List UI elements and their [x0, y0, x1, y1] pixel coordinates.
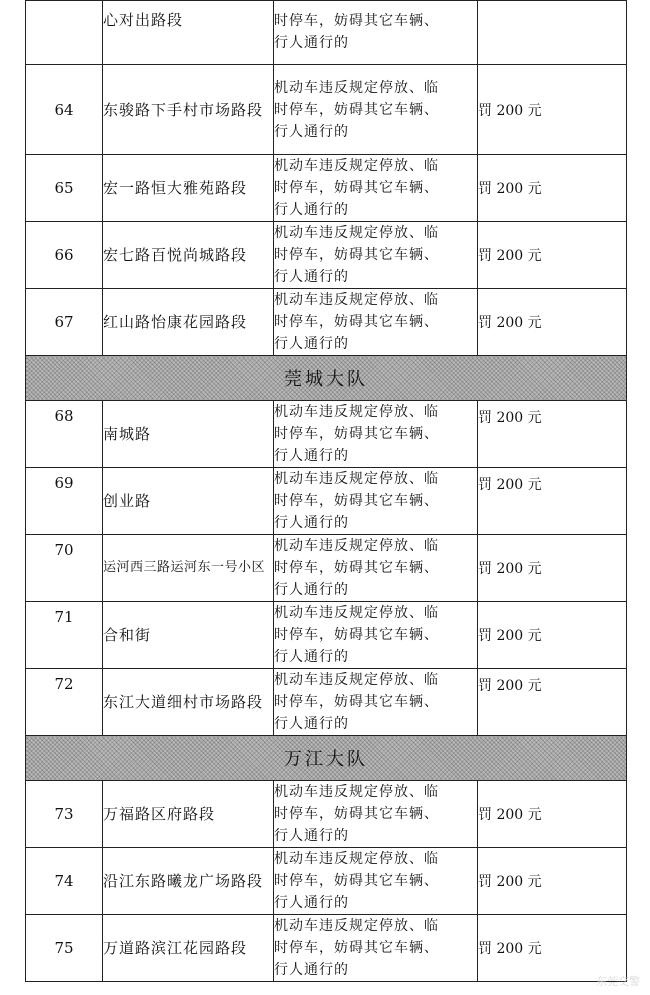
row-number: 75 [26, 915, 103, 982]
location-cell: 万福路区府路段 [103, 781, 274, 848]
violation-line: 时停车，妨碍其它车辆、 [274, 180, 439, 196]
fine-cell: 罚 200 元 [478, 222, 627, 289]
violation-line: 行人通行的 [274, 123, 349, 140]
table-row [26, 535, 627, 602]
violation-line: 行人通行的 [274, 515, 349, 531]
violation-line: 机动车违反规定停放、临 [274, 79, 439, 96]
violation-line: 时停车，妨碍其它车辆、 [274, 627, 439, 643]
fine-cell: 罚 200 元 [478, 781, 627, 848]
parking-violation-table [25, 0, 627, 982]
violation-cell [274, 669, 478, 736]
location-cell: 运河西三路运河东一号小区 [103, 535, 274, 602]
violation-line: 机动车违反规定停放、临 [274, 404, 439, 420]
fine-cell [478, 1, 627, 65]
row-number: 67 [26, 289, 103, 356]
violation-line: 行人通行的 [274, 336, 349, 352]
violation-cell [274, 222, 478, 289]
table-row [26, 1, 627, 65]
fine-cell: 罚 200 元 [478, 848, 627, 915]
violation-line: 机动车违反规定停放、临 [274, 471, 439, 487]
table-row [26, 468, 627, 535]
location-cell: 红山路怡康花园路段 [103, 289, 274, 356]
violation-cell [274, 781, 478, 848]
fine-cell: 罚 200 元 [478, 915, 627, 982]
row-number: 68 [26, 401, 103, 468]
violation-cell [274, 401, 478, 468]
violation-line: 机动车违反规定停放、临 [274, 292, 439, 308]
violation-line: 机动车违反规定停放、临 [274, 784, 439, 800]
violation-cell [274, 289, 478, 356]
fine-cell: 罚 200 元 [478, 602, 627, 669]
violation-line: 机动车违反规定停放、临 [274, 918, 439, 934]
section-title: 莞城大队 [26, 356, 627, 401]
violation-line: 时停车，妨碍其它车辆、 [274, 247, 439, 263]
violation-line: 时停车，妨碍其它车辆、 [274, 493, 439, 509]
violation-line: 时停车，妨碍其它车辆、 [274, 13, 439, 29]
fine-cell: 罚 200 元 [478, 535, 627, 602]
row-number: 66 [26, 222, 103, 289]
table-row [26, 602, 627, 669]
location-cell: 心对出路段 [103, 1, 274, 65]
violation-line: 时停车，妨碍其它车辆、 [274, 560, 439, 576]
violation-line: 行人通行的 [274, 828, 349, 844]
row-number: 72 [26, 669, 103, 736]
violation-line: 行人通行的 [274, 35, 349, 51]
violation-line: 时停车，妨碍其它车辆、 [274, 426, 439, 442]
location-cell: 合和街 [103, 602, 274, 669]
location-cell: 创业路 [103, 468, 274, 535]
location-cell: 南城路 [103, 401, 274, 468]
table-row [26, 848, 627, 915]
violation-line: 机动车违反规定停放、临 [274, 851, 439, 867]
location-cell: 万道路滨江花园路段 [103, 915, 274, 982]
fine-cell: 罚 200 元 [478, 401, 627, 468]
violation-cell [274, 602, 478, 669]
table-row [26, 222, 627, 289]
section-title: 万江大队 [26, 736, 627, 781]
row-number: 74 [26, 848, 103, 915]
table-row [26, 155, 627, 222]
violation-cell [274, 65, 478, 155]
violation-line: 行人通行的 [274, 202, 349, 218]
row-number: 70 [26, 535, 103, 602]
fine-cell: 罚 200 元 [478, 669, 627, 736]
fine-cell: 罚 200 元 [478, 65, 627, 155]
section-row [26, 356, 627, 401]
table-row [26, 669, 627, 736]
violation-line: 时停车，妨碍其它车辆、 [274, 873, 439, 889]
violation-cell [274, 155, 478, 222]
row-number: 69 [26, 468, 103, 535]
watermark: 东莞交警 [596, 975, 640, 988]
violation-line: 机动车违反规定停放、临 [274, 158, 439, 174]
violation-line: 机动车违反规定停放、临 [274, 605, 439, 621]
violation-line: 时停车，妨碍其它车辆、 [274, 314, 439, 330]
violation-line: 行人通行的 [274, 962, 349, 978]
table-row [26, 65, 627, 155]
location-cell: 宏七路百悦尚城路段 [103, 222, 274, 289]
violation-line: 行人通行的 [274, 895, 349, 911]
location-cell: 宏一路恒大雅苑路段 [103, 155, 274, 222]
row-number: 73 [26, 781, 103, 848]
table-row [26, 915, 627, 982]
violation-line: 时停车，妨碍其它车辆、 [274, 806, 439, 822]
row-number: 65 [26, 155, 103, 222]
row-number: 64 [26, 65, 103, 155]
table-row [26, 781, 627, 848]
row-number-cell [26, 1, 103, 65]
table-row [26, 401, 627, 468]
fine-cell: 罚 200 元 [478, 289, 627, 356]
violation-line: 机动车违反规定停放、临 [274, 225, 439, 241]
violation-line: 行人通行的 [274, 269, 349, 285]
violation-cell [274, 535, 478, 602]
violation-cell [274, 1, 478, 65]
violation-cell [274, 468, 478, 535]
row-number: 71 [26, 602, 103, 669]
violation-line: 机动车违反规定停放、临 [274, 538, 439, 554]
violation-line: 行人通行的 [274, 649, 349, 665]
location-cell: 东江大道细村市场路段 [103, 669, 274, 736]
violation-line: 机动车违反规定停放、临 [274, 672, 439, 688]
section-row [26, 736, 627, 781]
fine-cell: 罚 200 元 [478, 468, 627, 535]
table-row [26, 289, 627, 356]
violation-line: 时停车，妨碍其它车辆、 [274, 694, 439, 710]
violation-line: 行人通行的 [274, 582, 349, 598]
violation-line: 行人通行的 [274, 716, 349, 732]
location-cell: 沿江东路曦龙广场路段 [103, 848, 274, 915]
violation-line: 时停车，妨碍其它车辆、 [274, 940, 439, 956]
fine-cell: 罚 200 元 [478, 155, 627, 222]
location-cell: 东骏路下手村市场路段 [103, 65, 274, 155]
violation-cell [274, 848, 478, 915]
violation-line: 行人通行的 [274, 448, 349, 464]
violation-line: 时停车，妨碍其它车辆、 [274, 101, 439, 118]
violation-cell [274, 915, 478, 982]
